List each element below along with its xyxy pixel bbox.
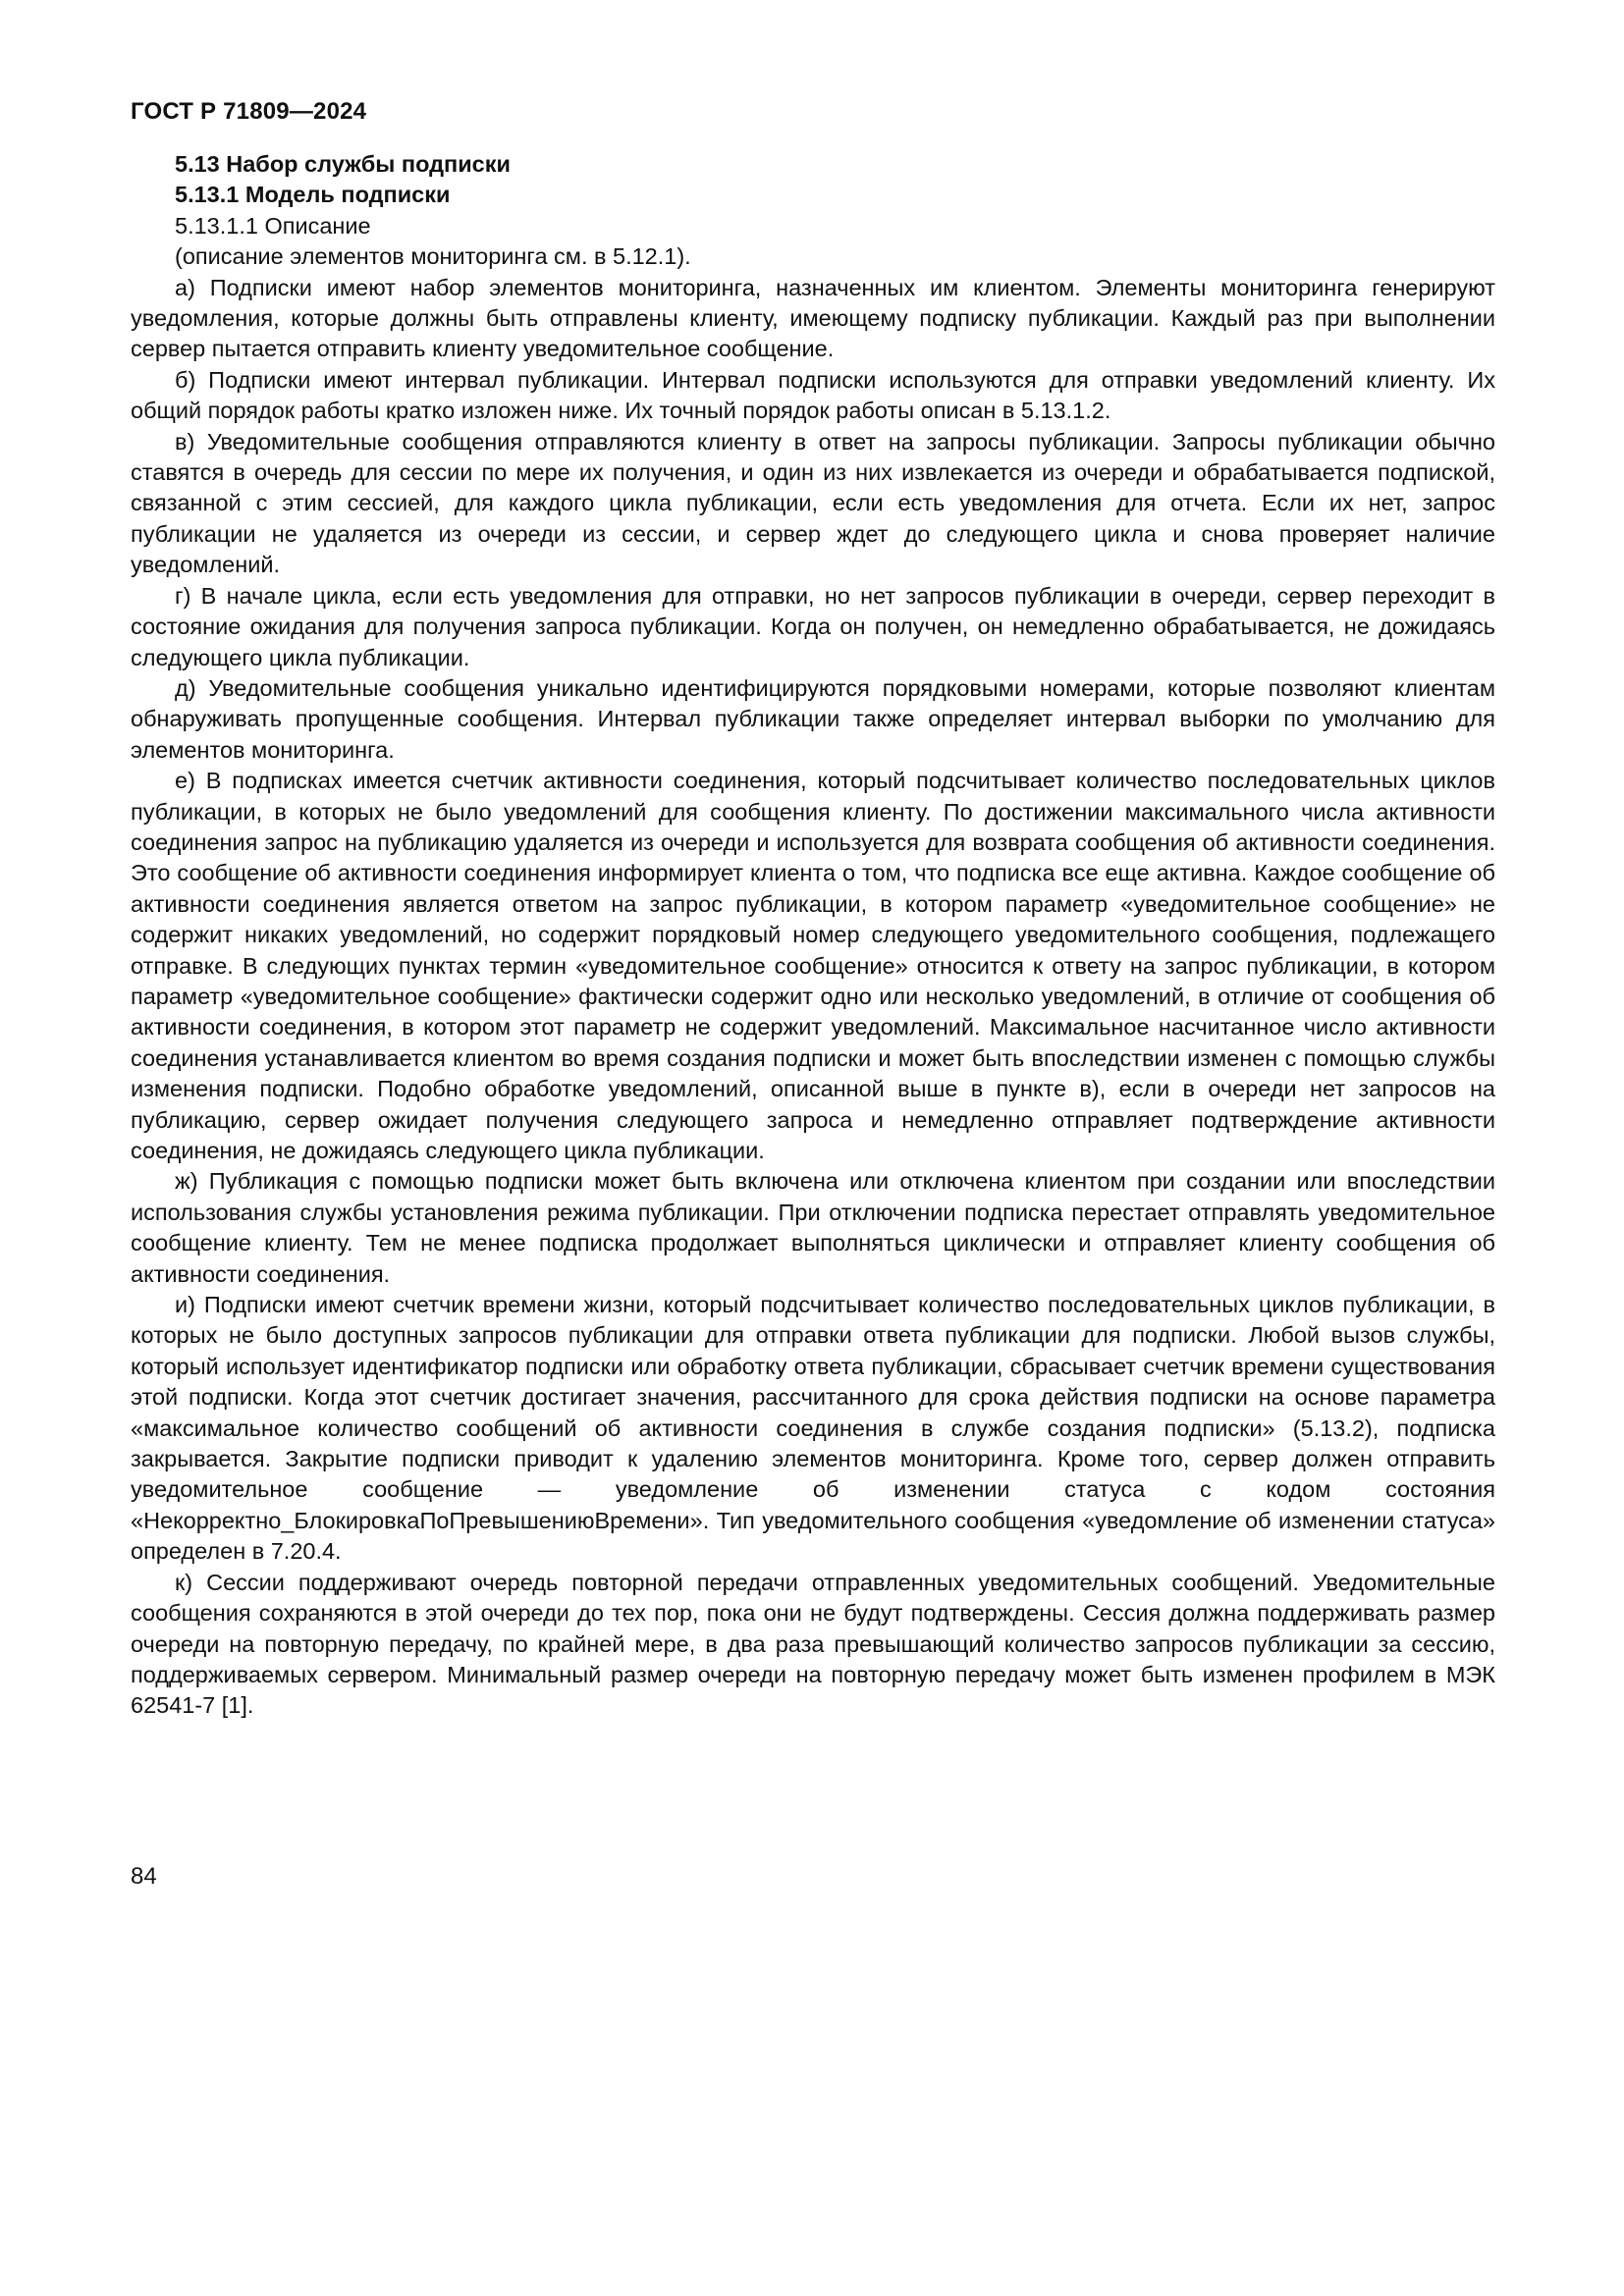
clause-heading: 5.13.1.1 Описание [175,212,371,239]
document-body [131,149,1495,1722]
paragraph-item-b: б) Подписки имеют интервал публикации. Интервал подписки используются для отправки уведомлений клиенту. Их общий порядок работы кратко изложен ниже. Их точный порядок работы описан в 5.13.1.2. [131,366,1495,424]
paragraph-note: (описание элементов мониторинга см. в 5.12.1). [175,243,691,270]
paragraph-item-e: е) В подписках имеется счетчик активности соединения, который подсчитывает количество последовательных циклов публикации, в которых не было уведомлений для сообщения клиенту. По достижении максимального числа активности соединения запрос на публикацию удаляется из очереди и используется для возврата сообщения об активности соединения. Это сообщение об активности соединения информирует клиента о том, что подписка все еще активна. Каждое сообщение об активности соединения является ответом на запрос публикации, в котором параметр «уведомительное сообщение» не содержит никаких уведомлений, но содержит порядковый номер следующего уведомительного сообщения, подлежащего отправке. В следующих пунктах термин «уведомительное сообщение» относится к ответу на запрос публикации, в котором параметр «уведомительное сообщение» фактически содержит одно или несколько уведомлений, в отличие от сообщения об активности соединения, в котором этот параметр не содержит уведомлений. Максимальное насчитанное число активности соединения устанавливается клиентом во время создания подписки и может быть впоследствии изменен с помощью службы изменения подписки. Подобно обработке уведомлений, описанной выше в пункте в), если в очереди нет запросов на публикацию, сервер ожидает получения следующего запроса и немедленно отправляет подтверждение активности соединения, не дожидаясь следующего цикла публикации. [131,768,1495,1163]
paragraph-item-d: д) Уведомительные сообщения уникально идентифицируются порядковыми номерами, которые позволяют клиентам обнаруживать пропущенные сообщения. Интервал публикации также определяет интервал выборки по умолчанию для элементов мониторинга. [131,674,1495,763]
paragraph-item-i: и) Подписки имеют счетчик времени жизни, который подсчитывает количество последовательных циклов публикации, в которых не было доступных запросов публикации для отправки ответа публикации для подписки. Любой вызов службы, который использует идентификатор подписки или обработку ответа публикации, сбрасывает счетчик времени существования этой подписки. Когда этот счетчик достигает значения, рассчитанного для срока действия подписки на основе параметра «максимальное количество сообщений об активности соединения в службе создания подписки» (5.13.2), подписка закрывается. Закрытие подписки приводит к удалению элементов мониторинга. Кроме того, сервер должен отправить уведомительное сообщение — уведомление об изменении статуса с кодом состояния «Некорректно_БлокировкаПоПревышениюВремени». Тип уведомительного сообщения «уведомление об изменении статуса» определен в 7.20.4. [131,1292,1495,1565]
page-number: 84 [131,1863,157,1890]
paragraph-item-g: г) В начале цикла, если есть уведомления для отправки, но нет запросов публикации в очереди, сервер переходит в состояние ожидания для получения запроса публикации. Когда он получен, он немедленно обрабатывается, не дожидаясь следующего цикла публикации. [131,582,1495,670]
paragraph-item-zh: ж) Публикация с помощью подписки может быть включена или отключена клиентом при создании или впоследствии использования службы установления режима публикации. При отключении подписка перестает отправлять уведомительное сообщение клиенту. Тем не менее подписка продолжает выполняться циклически и отправляет клиенту сообщения об активности соединения. [131,1168,1495,1287]
paragraph-item-a: а) Подписки имеют набор элементов мониторинга, назначенных им клиентом. Элементы мониторинга генерируют уведомления, которые должны быть отправлены клиенту, имеющему подписку публикации. Каждый раз при выполнении сервер пытается отправить клиенту уведомительное сообщение. [131,274,1495,362]
section-heading: 5.13 Набор службы подписки [175,151,511,177]
document-number: ГОСТ Р 71809—2024 [131,98,367,125]
subsection-heading: 5.13.1 Модель подписки [175,182,451,208]
paragraph-item-v: в) Уведомительные сообщения отправляются клиенту в ответ на запросы публикации. Запросы публикации обычно ставятся в очередь для сессии по мере их получения, и один из них извлекается из очереди и обрабатывается подпиской, связанной с этим сессией, для каждого цикла публикации, если есть уведомления для отчета. Если их нет, запрос публикации не удаляется из очереди из сессии, и сервер ждет до следующего цикла и снова проверяет наличие уведомлений. [131,428,1495,578]
paragraph-item-k: к) Сессии поддерживают очередь повторной передачи отправленных уведомительных сообщений. Уведомительные сообщения сохраняются в этой очереди до тех пор, пока они не будут подтверждены. Сессия должна поддерживать размер очереди на повторную передачу, по крайней мере, в два раза превышающий количество запросов публикации за сессию, поддерживаемых сервером. Минимальный размер очереди на повторную передачу может быть изменен профилем в МЭК 62541-7 [1]. [131,1569,1495,1719]
